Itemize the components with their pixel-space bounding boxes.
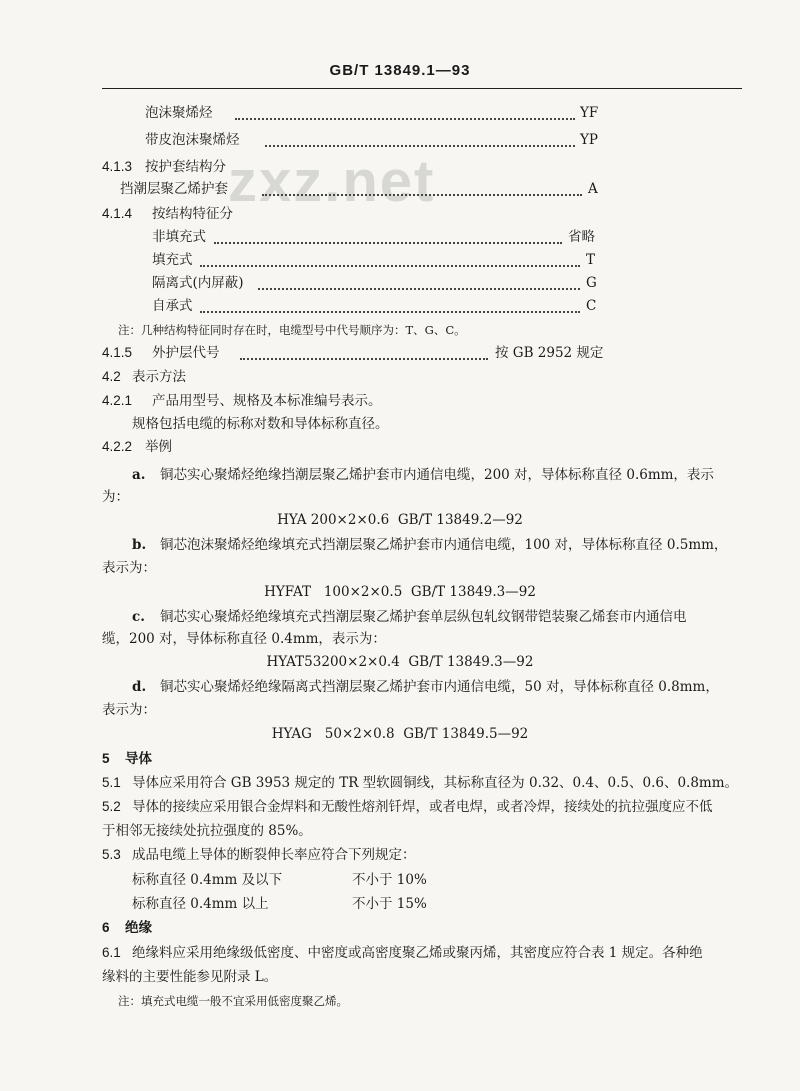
example-marker-d: d. xyxy=(132,679,147,695)
section-number: 5.3 xyxy=(102,847,121,862)
leader-dots xyxy=(200,311,580,313)
elongation-row-value: 不小于 10% xyxy=(352,872,427,888)
code-label-yp: 带皮泡沫聚烯烃 xyxy=(145,132,240,148)
model-code: HYAT53200×2×0.4 GB/T 13849.3—92 xyxy=(266,654,534,670)
paragraph: 导体应采用符合 GB 3953 规定的 TR 型软圆铜线，其标称直径为 0.32、0.4、0.5、0.6、0.8mm。 xyxy=(132,775,739,791)
structure-label-unfilled: 非填充式 xyxy=(152,229,206,245)
example-marker-a: a. xyxy=(132,467,146,483)
example-text: 铜芯实心聚烯烃绝缘填充式挡潮层聚乙烯护套单层纵包轧纹钢带铠装聚乙烯套市内通信电 xyxy=(160,609,687,625)
section-number: 4.2 xyxy=(102,369,121,384)
section-title: 绝缘 xyxy=(125,920,152,936)
outer-layer-value: 按 GB 2952 规定 xyxy=(495,345,604,361)
section-number: 6 xyxy=(102,920,110,935)
leader-dots xyxy=(235,118,575,120)
code-yf: YF xyxy=(580,105,599,121)
example-text: 铜芯实心聚烯烃绝缘隔离式挡潮层聚乙烯护套市内通信电缆，50 对，导体标称直径 0.8mm， xyxy=(160,679,719,695)
paragraph: 绝缘料应采用绝缘级低密度、中密度或高密度聚乙烯或聚丙烯，其密度应符合表 1 规定。各种绝 xyxy=(132,945,703,961)
structure-code-filled: T xyxy=(586,252,596,268)
section-number: 5 xyxy=(102,751,110,766)
section-title: 按结构特征分 xyxy=(152,206,233,222)
section-number: 4.1.5 xyxy=(102,345,133,360)
example-text: 铜芯实心聚烯烃绝缘挡潮层聚乙烯护套市内通信电缆，200 对，导体标称直径 0.6mm，表示 xyxy=(160,467,714,483)
example-text: 表示为： xyxy=(102,702,156,718)
structure-code-unfilled: 省略 xyxy=(568,229,595,245)
structure-label-filled: 填充式 xyxy=(152,252,193,268)
section-title: 导体 xyxy=(125,751,152,767)
structure-label-isolated: 隔离式(内屏蔽) xyxy=(152,275,244,291)
paragraph: 于相邻无接续处抗拉强度的 85%。 xyxy=(102,823,312,839)
example-text: 为： xyxy=(102,489,129,505)
section-number: 5.1 xyxy=(102,775,121,790)
model-code: HYA 200×2×0.6 GB/T 13849.2—92 xyxy=(277,512,523,528)
leader-dots xyxy=(258,288,580,290)
model-code: HYAG 50×2×0.8 GB/T 13849.5—92 xyxy=(271,726,529,742)
structure-code-isolated: G xyxy=(586,275,597,291)
example-marker-b: b. xyxy=(132,537,147,553)
elongation-row-label: 标称直径 0.4mm 以上 xyxy=(132,896,269,912)
leader-dots xyxy=(265,145,575,147)
section-number: 4.1.4 xyxy=(102,206,133,221)
section-number: 4.2.2 xyxy=(102,439,133,454)
note: 注：几种结构特征同时存在时，电缆型号中代号顺序为：T、G、C。 xyxy=(118,323,466,337)
example-text: 缆，200 对，导体标称直径 0.4mm，表示为： xyxy=(102,631,386,647)
code-label-yf: 泡沫聚烯烃 xyxy=(145,105,213,121)
elongation-row-value: 不小于 15% xyxy=(352,896,427,912)
section-title: 外护层代号 xyxy=(152,345,220,361)
code-label-a: 挡潮层聚乙烯护套 xyxy=(120,181,228,197)
example-marker-c: c. xyxy=(132,609,145,625)
model-code: HYFAT 100×2×0.5 GB/T 13849.3—92 xyxy=(264,584,536,600)
section-title: 按护套结构分 xyxy=(145,159,226,175)
section-number: 4.2.1 xyxy=(102,393,133,408)
note: 注：填充式电缆一般不宜采用低密度聚乙烯。 xyxy=(118,994,348,1008)
paragraph: 规格包括电缆的标称对数和导体标称直径。 xyxy=(132,416,389,432)
elongation-row-label: 标称直径 0.4mm 及以下 xyxy=(132,872,283,888)
paragraph: 缘料的主要性能参见附录 L。 xyxy=(102,969,278,985)
code-yp: YP xyxy=(580,132,598,148)
leader-dots xyxy=(240,358,488,360)
paragraph: 导体的接续应采用银合金焊料和无酸性熔剂钎焊，或者电焊，或者冷焊，接续处的抗拉强度应不低 xyxy=(132,799,713,815)
section-number: 6.1 xyxy=(102,945,121,960)
structure-label-self: 自承式 xyxy=(152,298,193,314)
code-a: A xyxy=(588,181,598,197)
leader-dots xyxy=(200,265,580,267)
paragraph: 成品电缆上导体的断裂伸长率应符合下列规定： xyxy=(132,847,416,863)
section-title: 举例 xyxy=(145,439,172,455)
example-text: 铜芯泡沫聚烯烃绝缘填充式挡潮层聚乙烯护套市内通信电缆，100 对，导体标称直径 0.5mm， xyxy=(160,537,728,553)
section-number: 4.1.3 xyxy=(102,159,133,174)
page-header: GB/T 13849.1—93 xyxy=(329,62,471,79)
paragraph: 产品用型号、规格及本标准编号表示。 xyxy=(152,393,382,409)
section-number: 5.2 xyxy=(102,799,121,814)
leader-dots xyxy=(214,242,562,244)
structure-code-self: C xyxy=(586,298,597,314)
header-rule xyxy=(102,88,742,89)
leader-dots xyxy=(262,194,582,196)
watermark: zxz.net xyxy=(228,149,436,214)
section-title: 表示方法 xyxy=(132,369,186,385)
example-text: 表示为： xyxy=(102,560,156,576)
